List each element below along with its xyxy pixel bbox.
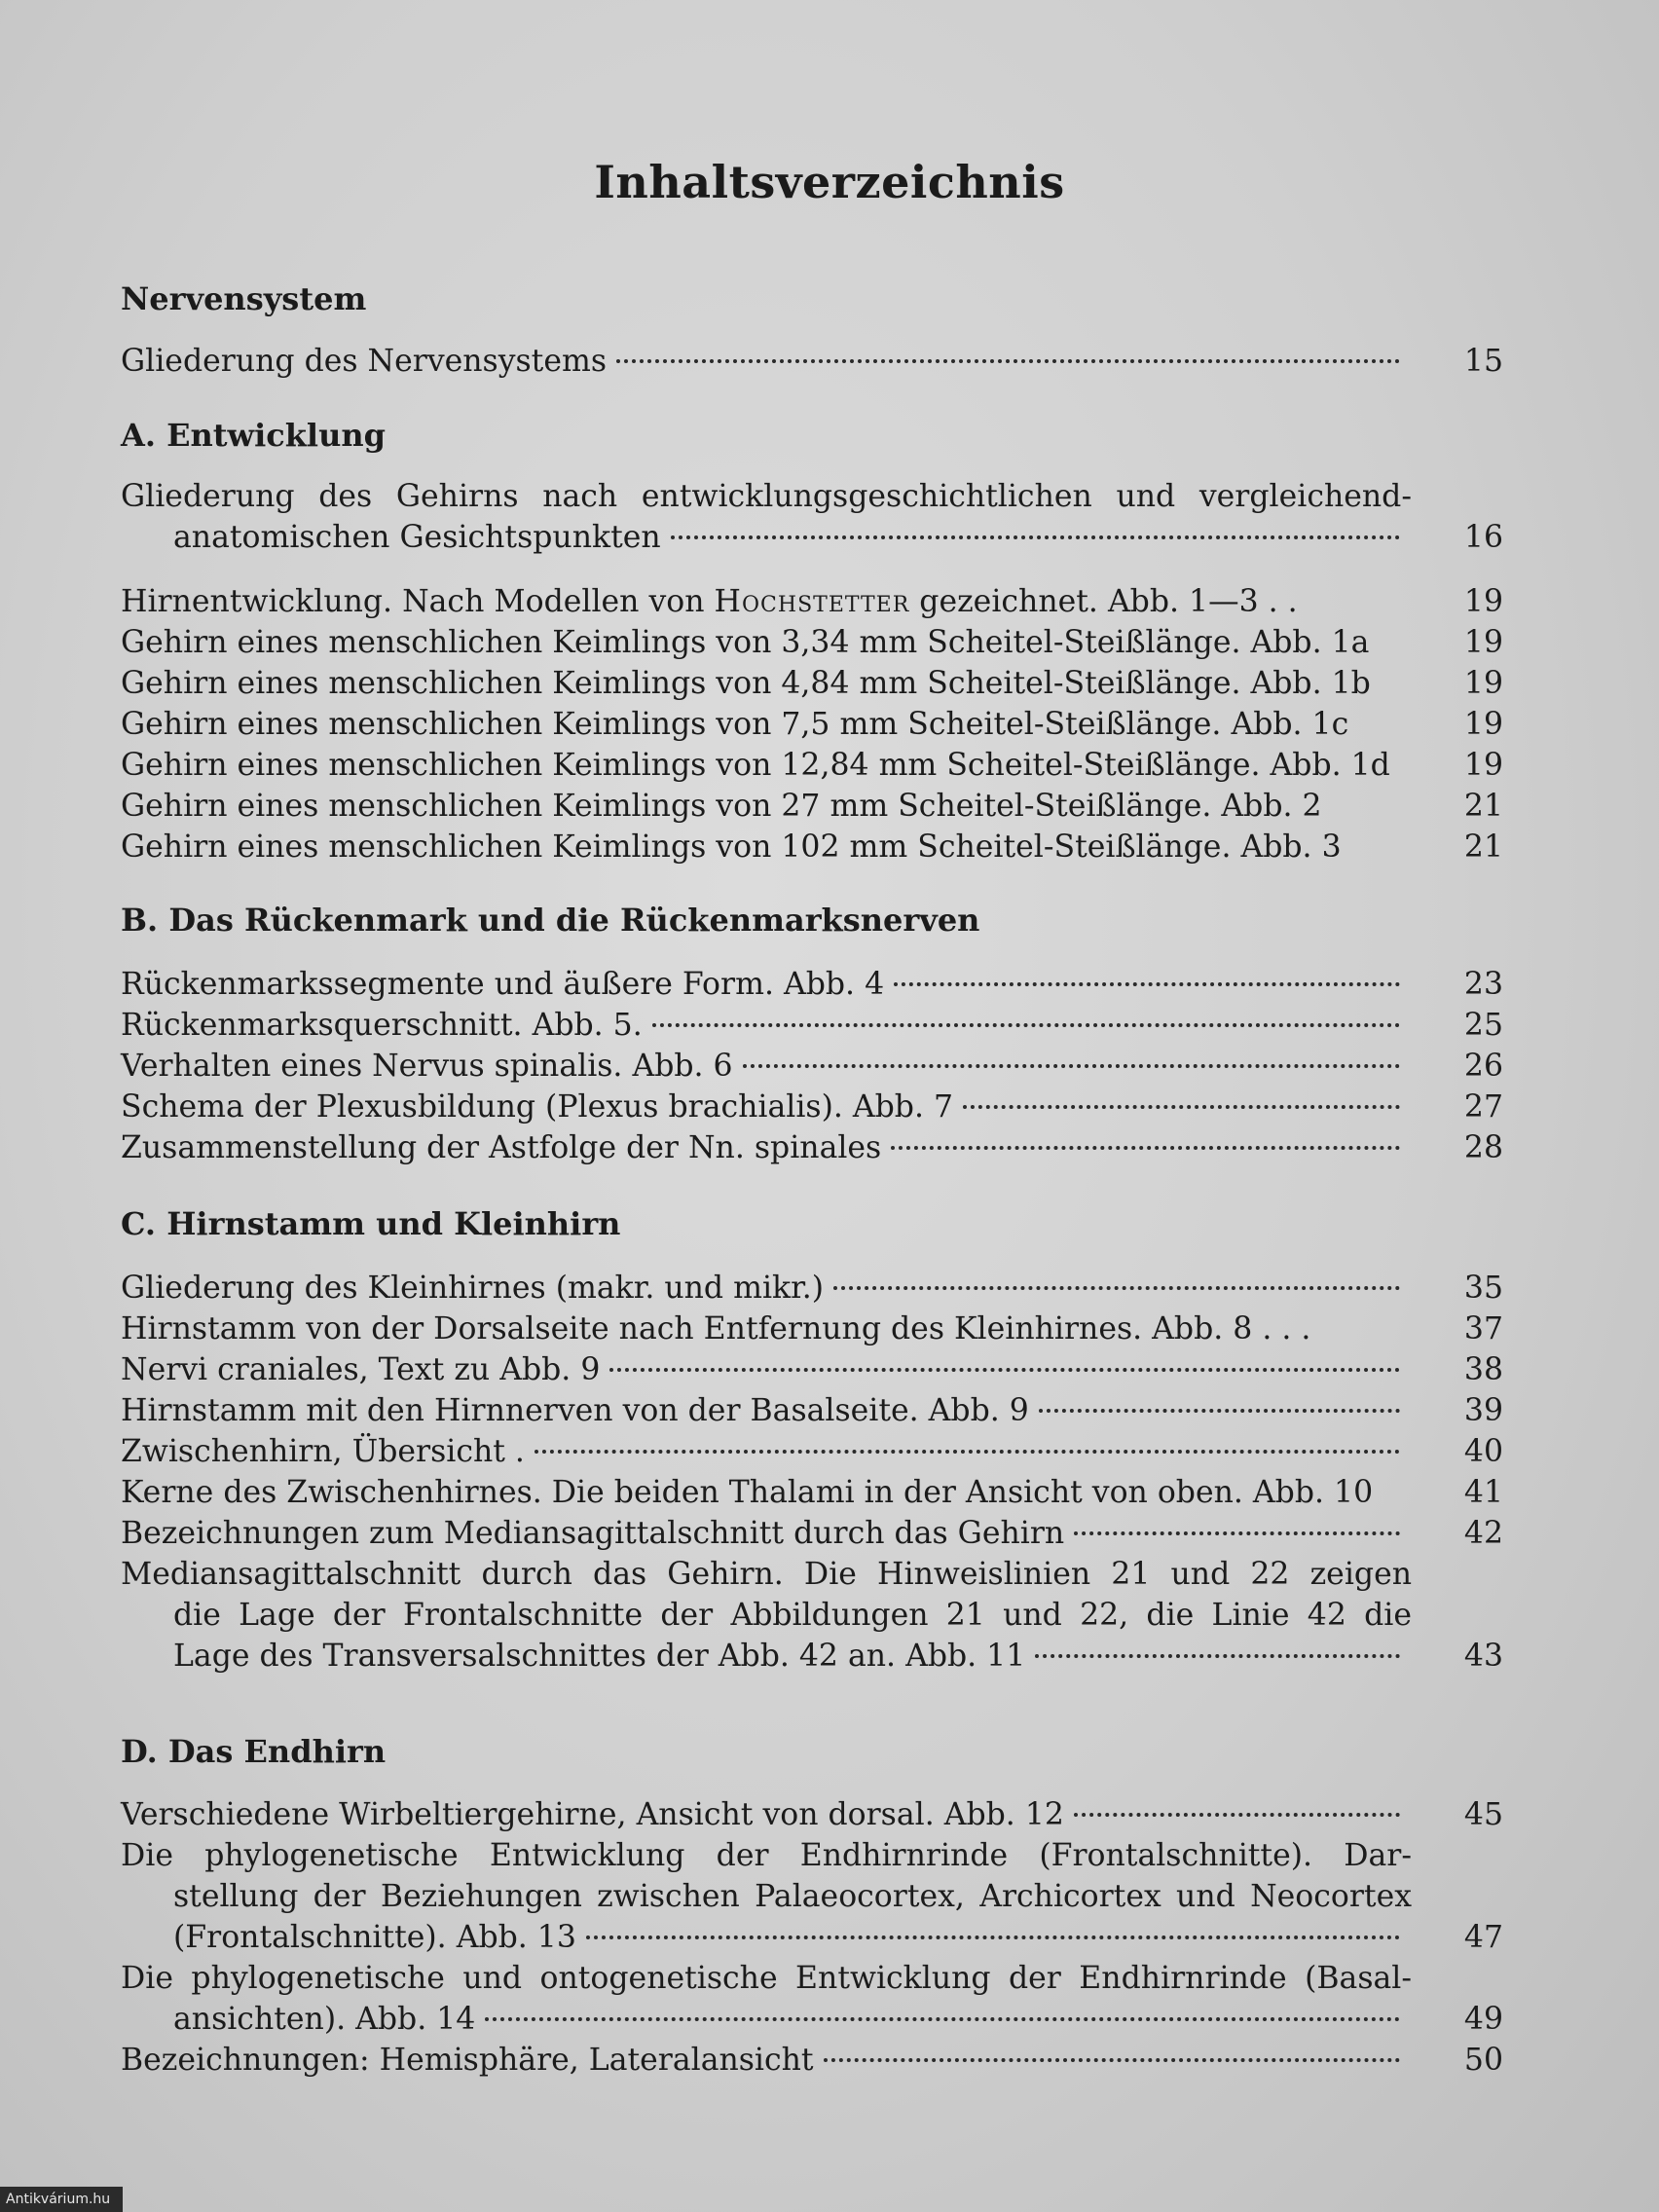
page-number: 21 — [1463, 830, 1503, 865]
page-number: 23 — [1463, 967, 1503, 1002]
entry-text: Kerne des Zwischenhirnes. Die beiden Thalami in der Ansicht von oben. Abb. 10 — [121, 1475, 1374, 1510]
dot-leader — [824, 2058, 1400, 2062]
entry-text: Verschiedene Wirbeltiergehirne, Ansicht von dorsal. Abb. 12 — [121, 1797, 1064, 1832]
dot-leader — [485, 2017, 1400, 2021]
entry-text: Die phylogenetische Entwicklung der Endhirnrinde (Frontalschnitte). Dar- — [121, 1838, 1412, 1873]
toc-entry — [121, 476, 1503, 558]
toc-entry — [121, 964, 1503, 1168]
page-number: 26 — [1463, 1049, 1503, 1084]
section-heading-b: B. Das Rückenmark und die Rückenmarksnerven — [121, 902, 980, 939]
page-number: 37 — [1463, 1311, 1503, 1346]
entry-text: Hirnstamm mit den Hirnnerven von der Basalseite. Abb. 9 — [121, 1393, 1029, 1428]
entry-text: Gehirn eines menschlichen Keimlings von 3,34 mm Scheitel-Steißlänge. Abb. 1a — [121, 625, 1370, 660]
page-number: 35 — [1463, 1271, 1503, 1306]
dot-leader — [1074, 1531, 1400, 1535]
section-heading-d: D. Das Endhirn — [121, 1733, 387, 1770]
dot-leader — [671, 535, 1400, 539]
entry-text: Bezeichnungen zum Mediansagittalschnitt durch das Gehirn — [121, 1516, 1065, 1551]
entry-text: Lage des Transversalschnittes der Abb. 42 an. Abb. 11 — [173, 1639, 1026, 1674]
page-number: 45 — [1463, 1797, 1503, 1832]
entry-text: Gliederung des Kleinhirnes (makr. und mikr.) — [121, 1271, 825, 1306]
dot-leader — [586, 1936, 1400, 1939]
entry-text: Mediansagittalschnitt durch das Gehirn. Die Hinweislinien 21 und 22 zeigen — [121, 1557, 1412, 1592]
entry-text: die Lage der Frontalschnitte der Abbildungen 21 und 22, die Linie 42 die — [173, 1598, 1412, 1633]
entry-text: Rückenmarkssegmente und äußere Form. Abb. 4 — [121, 967, 885, 1002]
page-number: 41 — [1463, 1475, 1503, 1510]
toc-entry — [121, 1794, 1503, 2081]
entry-text: Hirnstamm von der Dorsalseite nach Entfernung des Kleinhirnes. Abb. 8 . . . — [121, 1311, 1311, 1346]
entry-text-pre: Hirnentwicklung. Nach Modellen von — [121, 584, 715, 619]
toc-entry — [121, 581, 1503, 867]
entry-text: Gehirn eines menschlichen Keimlings von 12,84 mm Scheitel-Steißlänge. Abb. 1d — [121, 748, 1390, 783]
page-number: 42 — [1463, 1516, 1503, 1551]
dot-leader — [963, 1105, 1400, 1109]
entry-text: stellung der Beziehungen zwischen Palaeocortex, Archicortex und Neocortex — [173, 1879, 1412, 1914]
page-number: 49 — [1463, 2002, 1503, 2037]
page-number: 19 — [1463, 707, 1503, 742]
entry-text: Gliederung des Nervensystems — [121, 344, 608, 379]
entry-text: (Frontalschnitte). Abb. 13 — [173, 1920, 576, 1955]
entry-text — [121, 581, 1298, 622]
dot-leader — [616, 359, 1400, 363]
watermark: Antikvárium.hu — [0, 2187, 123, 2212]
dot-leader — [891, 1146, 1400, 1150]
entry-text: ansichten). Abb. 14 — [173, 2002, 476, 2037]
page-title: Inhaltsverzeichnis — [594, 156, 1065, 208]
entry-text: Gehirn eines menschlichen Keimlings von 7,5 mm Scheitel-Steißlänge. Abb. 1c — [121, 707, 1349, 742]
dot-leader — [609, 1368, 1400, 1372]
entry-text: Verhalten eines Nervus spinalis. Abb. 6 — [121, 1049, 733, 1084]
page-number: 39 — [1463, 1393, 1503, 1428]
author-name: Hochstetter — [714, 584, 910, 619]
dot-leader — [1039, 1409, 1400, 1413]
page-number: 40 — [1463, 1434, 1503, 1469]
entry-text: Nervi craniales, Text zu Abb. 9 — [121, 1352, 601, 1387]
entry-text: Gehirn eines menschlichen Keimlings von 4,84 mm Scheitel-Steißlänge. Abb. 1b — [121, 666, 1371, 701]
entry-text: Zusammenstellung der Astfolge der Nn. spinales — [121, 1130, 882, 1165]
section-heading-nervensystem: Nervensystem — [121, 280, 367, 317]
dot-leader — [833, 1286, 1400, 1290]
entry-text: Gehirn eines menschlichen Keimlings von 27 mm Scheitel-Steißlänge. Abb. 2 — [121, 789, 1322, 824]
entry-text: Bezeichnungen: Hemisphäre, Lateralansicht — [121, 2043, 814, 2078]
page-number: 25 — [1463, 1008, 1503, 1043]
section-heading-a: A. Entwicklung — [121, 417, 386, 454]
dot-leader — [652, 1023, 1400, 1027]
entry-text-post: gezeichnet. Abb. 1—3 . . — [909, 584, 1298, 619]
page-number: 16 — [1463, 520, 1503, 555]
page-number: 27 — [1463, 1089, 1503, 1124]
dot-leader — [894, 982, 1400, 986]
page-number: 19 — [1463, 748, 1503, 783]
page-number: 50 — [1463, 2043, 1503, 2078]
dot-leader — [1074, 1813, 1400, 1817]
page-number: 19 — [1463, 584, 1503, 619]
entry-text: Rückenmarksquerschnitt. Abb. 5. — [121, 1008, 643, 1043]
section-heading-c: C. Hirnstamm und Kleinhirn — [121, 1205, 621, 1242]
entry-text: Schema der Plexusbildung (Plexus brachialis). Abb. 7 — [121, 1089, 954, 1124]
page-number: 19 — [1463, 625, 1503, 660]
entry-text: Gehirn eines menschlichen Keimlings von 102 mm Scheitel-Steißlänge. Abb. 3 — [121, 830, 1342, 865]
page-number: 43 — [1463, 1639, 1503, 1674]
entry-text: anatomischen Gesichtspunkten — [173, 520, 661, 555]
page-number: 19 — [1463, 666, 1503, 701]
entry-text: Zwischenhirn, Übersicht . — [121, 1434, 525, 1469]
dot-leader — [1035, 1654, 1400, 1658]
page-number: 21 — [1463, 789, 1503, 824]
entry-text: Gliederung des Gehirns nach entwicklungsgeschichtlichen und vergleichend- — [121, 479, 1412, 514]
toc-entry — [121, 341, 1503, 382]
page-number: 47 — [1463, 1920, 1503, 1955]
page-number: 38 — [1463, 1352, 1503, 1387]
page-number: 15 — [1463, 344, 1503, 379]
entry-text: Die phylogenetische und ontogenetische Entwicklung der Endhirnrinde (Basal- — [121, 1961, 1412, 1996]
page-number: 28 — [1463, 1130, 1503, 1165]
toc-entry — [121, 1268, 1503, 1677]
dot-leader — [535, 1450, 1400, 1454]
dot-leader — [743, 1064, 1400, 1068]
